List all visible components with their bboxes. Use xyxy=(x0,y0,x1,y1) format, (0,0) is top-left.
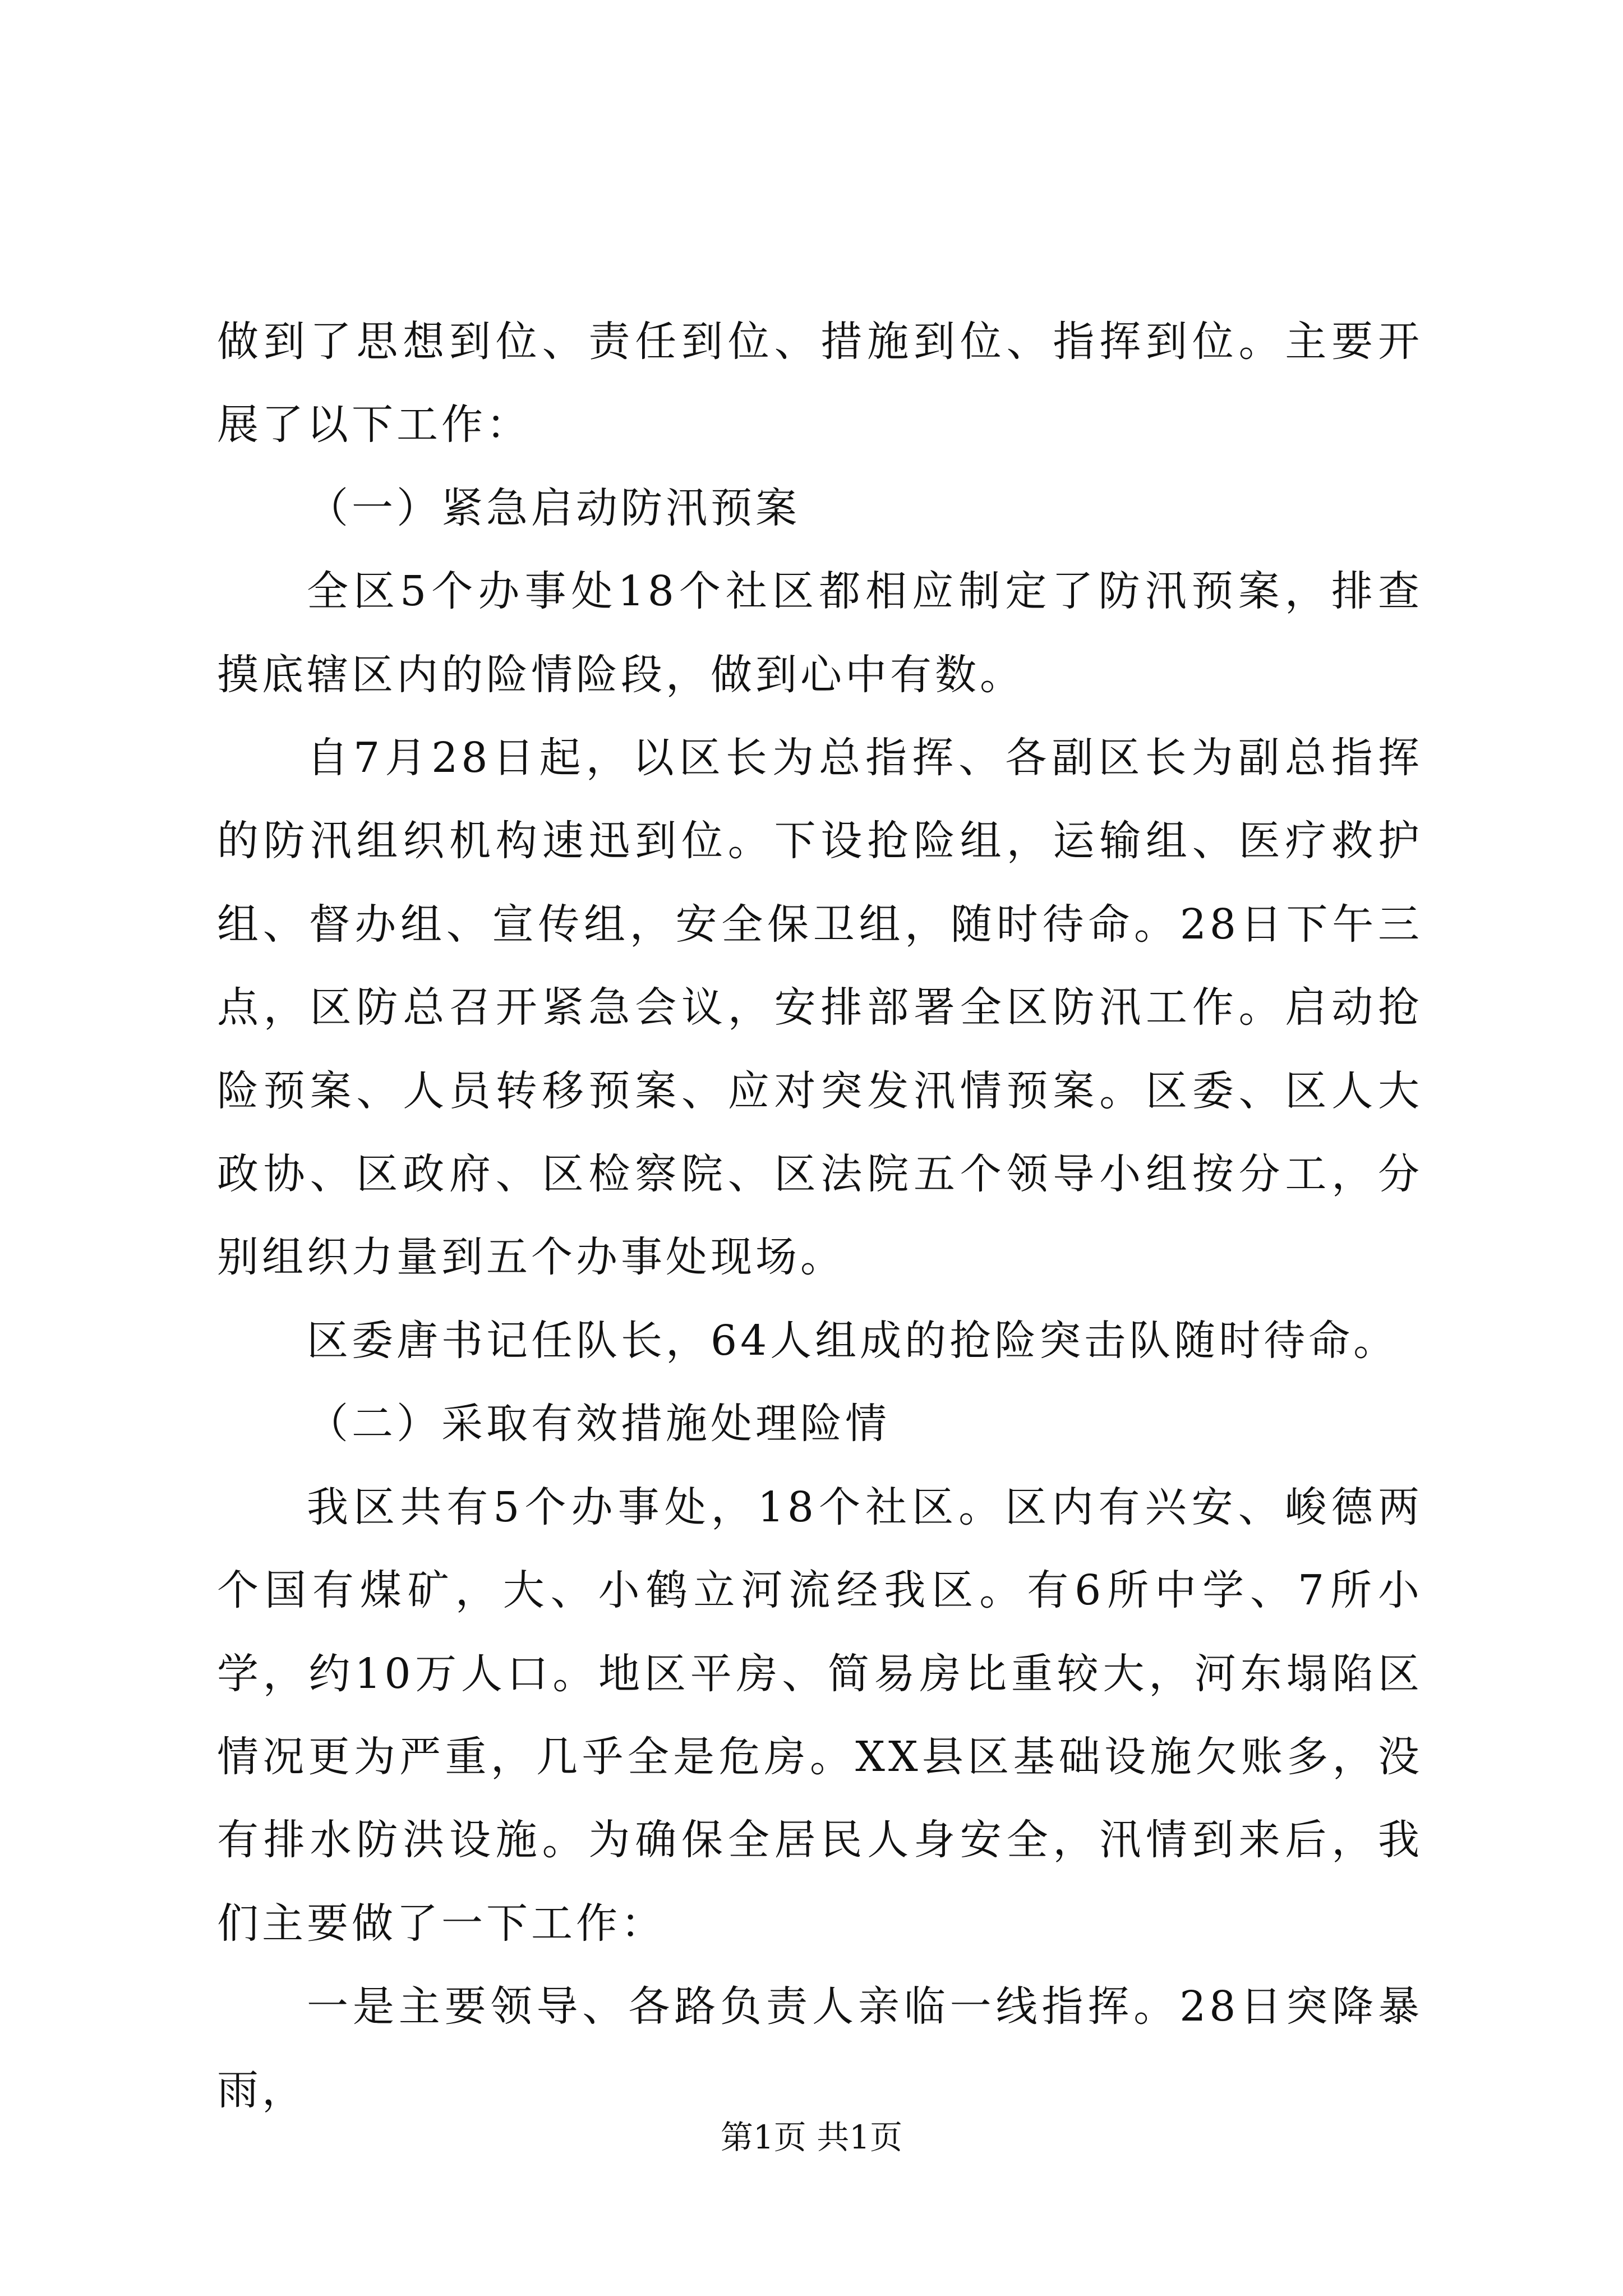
heading-section-2: （二）采取有效措施处理险情 xyxy=(307,1400,890,1448)
paragraph-6: 一是主要领导、各路负责人亲临一线指挥。28日突降暴雨， xyxy=(217,1982,1423,2114)
paragraph-1: 做到了思想到位、责任到位、措施到位、指挥到位。主要开展了以下工作： xyxy=(217,318,1423,449)
document-body xyxy=(217,300,1423,2132)
paragraph-2: 全区5个办事处18个社区都相应制定了防汛预案，排查摸底辖区内的险情险段，做到心中有数。 xyxy=(217,567,1423,699)
paragraph-4: 区委唐书记任队长，64人组成的抢险突击队随时待命。 xyxy=(307,1316,1399,1365)
paragraph-3: 自7月28日起，以区长为总指挥、各副区长为副总指挥的防汛组织机构速迅到位。下设抢险组，运输组、医疗救护组、督办组、宣传组，安全保卫组，随时待命。28日下午三点，区防总召开紧急会议，安排部署全区防汛工作。启动抢险预案、人员转移预案、应对突发汛情预案。区委、区人大政协、区政府、区检察院、区法院五个领导小组按分工，分别组织力量到五个办事处现场。 xyxy=(217,734,1423,1282)
page-footer: 第1页 共1页 xyxy=(720,2118,903,2156)
paragraph-5: 我区共有5个办事处，18个社区。区内有兴安、峻德两个国有煤矿，大、小鹤立河流经我区。有6所中学、7所小学，约10万人口。地区平房、简易房比重较大，河东塌陷区情况更为严重，几乎全是危房。XX县区基础设施欠账多，没有排水防洪设施。为确保全居民人身安全，汛情到来后，我们主要做了一下工作： xyxy=(217,1483,1423,1948)
heading-section-1: （一）紧急启动防汛预案 xyxy=(307,484,800,532)
